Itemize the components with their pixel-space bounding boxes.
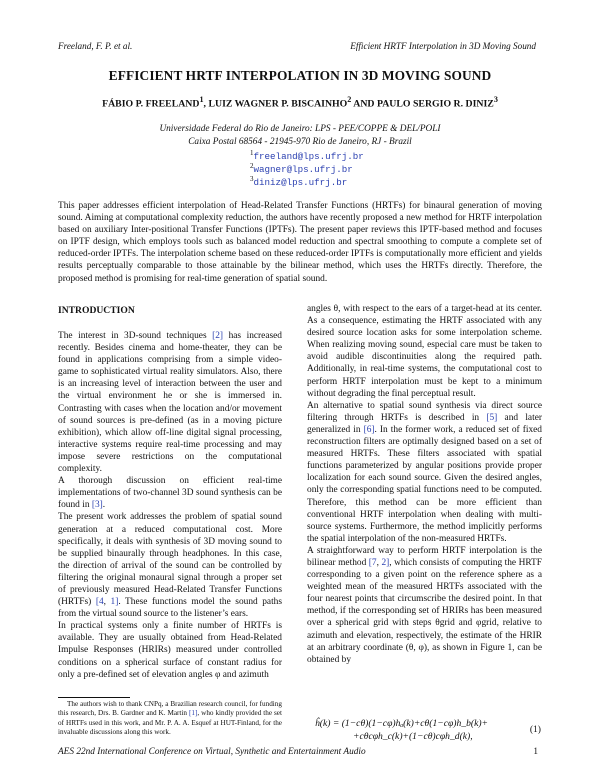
affiliation-line: Universidade Federal do Rio de Janeiro: LPS - PEE/COPPE & DEL/POLI	[159, 124, 441, 134]
email-address[interactable]: freeland@lps.ufrj.br	[253, 151, 364, 163]
left-column	[58, 330, 282, 681]
email-link[interactable]	[250, 175, 347, 188]
email-superscript: 2	[250, 162, 254, 170]
equation-line: ĥ(k) = (1−cθ)(1−cφ)hₐ(k)+cθ(1−cφ)h_b(k)+	[315, 718, 489, 729]
email-address[interactable]: diniz@lps.ufrj.br	[253, 177, 348, 189]
citation-link[interactable]: 2]	[381, 557, 390, 568]
running-header-authors: Freeland, F. P. et al.	[58, 41, 133, 51]
email-superscript: 1	[250, 149, 254, 157]
citation-link[interactable]: [5]	[486, 412, 498, 423]
paragraph	[58, 475, 282, 511]
email-link[interactable]	[250, 149, 364, 162]
text-run: , who kindly provided the set of HRTFs used in this work, and Mr. P. A. A. Esquef at HUT-Finland, for the invaluable discussions along this work.	[58, 709, 282, 736]
author-superscript: 3	[493, 95, 498, 104]
author-separator: AND	[351, 98, 377, 110]
text-run: has increased recently. Besides cinema and home-theater, they can be found in applications comprising from a simple video-game to sophisticated virtual reality simulators. Also, there is an increasing level of interaction between the user and the virtual environment he or she is immersed in. Contrasting with cases when the location and/or movement of sound sources is pre-defined (as in a moving picture exhibition), which allow off-line digital signal processing, interactive systems require real-time processing and may impose severe restrictions on the computational complexity.	[58, 331, 282, 475]
text-run: . These functions model the sound paths from the virtual sound source to the listener’s ears.	[58, 597, 283, 620]
text-run: and later generalized in	[307, 412, 542, 435]
citation-link[interactable]: 1]	[110, 597, 119, 608]
abstract: This paper addresses efficient interpolation of Head-Related Transfer Functions (HRTFs) for binaural generation of moving sound. Aiming at computational complexity reduction, the authors have recently proposed a new method for HRTF interpolation based on auxiliary Inter-positional Transfer Functions (IPTFs). The present paper reviews this IPTF-based method and focuses on IPTF design, which employs tools such as balanced model reduction and spectral smoothing to compute a complete set of reduced-order IPTFs. The interpolation scheme based on these reduced-order IPTFs is computationally more efficient and yields results perceptually comparable to those attainable by the bilinear method, which uses the HRTFs directly. Therefore, the proposed method is promising for real-time generation of spatial sound.	[58, 201, 542, 284]
author-separator: ,	[203, 98, 209, 110]
acknowledgement-footnote	[58, 700, 282, 737]
text-run: The authors wish to thank CNPq, a Brazilian research council, for funding this research, Drs. B. Gardner and K. Martin	[58, 700, 282, 718]
author-superscript: 2	[347, 95, 352, 104]
right-column	[307, 303, 542, 666]
running-header-title: Efficient HRTF Interpolation in 3D Moving Sound	[350, 41, 536, 51]
equation-number: (1)	[529, 724, 541, 735]
equation-1	[315, 717, 543, 743]
paragraph	[307, 545, 542, 666]
text-run: A straightforward way to perform HRTF interpolation is the bilinear method	[307, 545, 542, 568]
email-link[interactable]	[250, 162, 353, 175]
text-run: The interest in 3D-sound techniques	[58, 331, 213, 341]
text-run: .	[102, 500, 106, 511]
author-name: PAULO SERGIO R. DINIZ	[376, 98, 494, 110]
citation-link[interactable]: [3]	[91, 500, 103, 511]
citation-link[interactable]: [6]	[363, 424, 375, 435]
paragraph	[58, 330, 282, 475]
paragraph: angles θ, with respect to the ears of a target-head at its center. As a consequence, estimating the HRTF associated with any desired source location asks for some interpolation scheme. When realizing moving sound, especial care must be taken to avoid audible discontinuities along the required path. Additionally, in real-time systems, the computational cost to perform HRTF interpolation must be kept to a minimum without degrading the final perceptual result.	[307, 304, 542, 399]
text-run: , which consists of computing the HRTF corresponding to a given point on the reference sphere as a weighted mean of the measured HRTFs associated with the four nearest points that circumscribe the desired point. In that method, if the corresponding set of HRIRs has been measured over a spherical grid with steps θgrid and φgrid, relative to azimuth and elevation, respectively, the estimate of the HRIR at an arbitrary coordinate (θ, φ), as shown in Figure 1, can be obtained by	[307, 557, 542, 665]
paragraph	[58, 511, 282, 620]
text-run: An alternative to spatial sound synthesis via direct source filtering through HRTFs is described in	[307, 400, 542, 423]
section-heading: INTRODUCTION	[58, 305, 135, 316]
text-run: . In the former work, a reduced set of fixed reconstruction filters are optimally designed based on a set of measured HRTFs. These filters associated with spatial functions parameterized by angular positions provide proper localization for each sound source. Given the desired angles, only the corresponding spatial functions need to be computed. Therefore, this method can be more efficient than conventional HRTF interpolation when dealing with multi-source systems. Furthermore, the method implicitly performs the spatial interpolation of the non-measured HRTFs.	[307, 424, 542, 544]
citation-link[interactable]: [1]	[188, 709, 198, 718]
citation-link[interactable]: [7	[368, 557, 377, 568]
author-name: LUIZ WAGNER P. BISCAINHO	[208, 98, 348, 110]
paragraph: In practical systems only a finite number of HRTFs is available. They are usually obtained from Head-Related Impulse Responses (HRIRs) measured under controlled conditions on a spherical surface of constant radius for only a pre-defined set of elevation angles φ and azimuth	[58, 621, 282, 680]
page-number: 1	[533, 747, 538, 757]
footnote-rule	[58, 697, 130, 698]
affiliation-line: Caixa Postal 68564 - 21945-970 Rio de Janeiro, RJ - Brazil	[188, 137, 412, 147]
text-run: The present work addresses the problem of spatial sound generation at a reduced computational cost. More specifically, it deals with synthesis of 3D moving sound to be supplied binaurally through headphones. In this case, the direction of arrival of the sound can be controlled by filtering the original monaural signal through a proper set of previously measured Head-Related Transfer Functions (HRTFs)	[58, 512, 282, 608]
paragraph	[307, 400, 542, 545]
conference-footer: AES 22nd International Conference on Virtual, Synthetic and Entertainment Audio	[58, 747, 366, 757]
email-address[interactable]: wagner@lps.ufrj.br	[253, 164, 353, 176]
email-superscript: 3	[250, 175, 254, 183]
citation-link[interactable]: [4	[95, 597, 104, 608]
author-list	[0, 95, 600, 109]
paper-title: EFFICIENT HRTF INTERPOLATION IN 3D MOVING SOUND	[108, 68, 492, 83]
citation-link[interactable]: [2]	[212, 331, 224, 341]
author-name: FÁBIO P. FREELAND	[102, 98, 200, 110]
equation-line: +cθcφh_c(k)+(1−cθ)cφh_d(k),	[353, 731, 473, 742]
author-superscript: 1	[199, 95, 204, 104]
text-run: ,	[103, 597, 111, 608]
text-run: ,	[376, 557, 382, 568]
text-run: A thorough discussion on efficient real-time implementations of two-channel 3D sound synthesis can be found in	[58, 476, 282, 511]
